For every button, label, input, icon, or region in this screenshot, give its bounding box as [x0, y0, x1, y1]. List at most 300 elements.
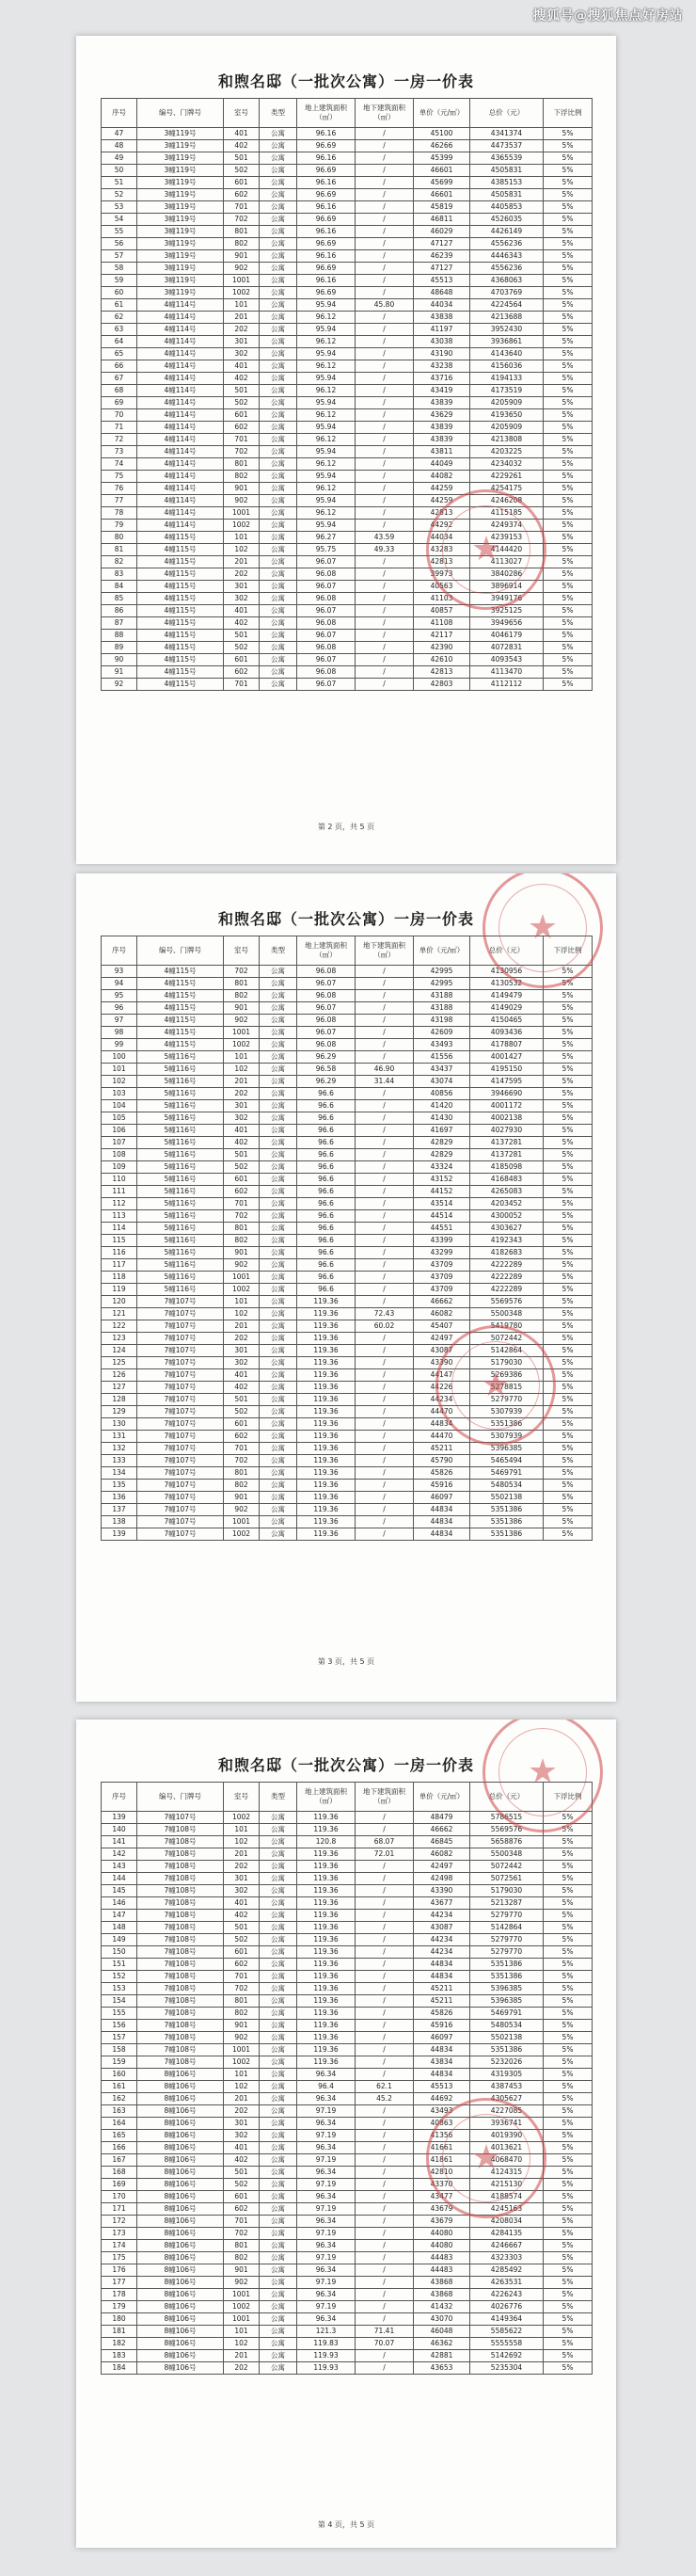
cell-seq-col: 158	[102, 2044, 137, 2056]
cell-discount-col: 5%	[544, 2338, 593, 2350]
cell-basement-col: /	[356, 165, 414, 177]
cell-unit-col: 8幢106号	[137, 2240, 224, 2252]
cell-price-col: 40857	[414, 605, 470, 617]
cell-area-col: 119.36	[297, 1504, 356, 1516]
cell-basement-col: /	[356, 679, 414, 691]
cell-type-col: 公寓	[260, 1186, 297, 1198]
cell-basement-col: /	[356, 250, 414, 263]
cell-basement-col: /	[356, 1369, 414, 1382]
cell-discount-col: 5%	[544, 409, 593, 422]
cell-total-col: 4222289	[470, 1272, 544, 1284]
cell-discount-col: 5%	[544, 1934, 593, 1946]
cell-room-col: 102	[224, 1308, 260, 1320]
page-title: 和煦名邸（一批次公寓）一房一价表	[217, 1756, 474, 1774]
cell-area-col: 96.16	[297, 250, 356, 263]
cell-type-col: 公寓	[260, 568, 297, 581]
table-row	[102, 666, 593, 679]
cell-price-col: 42390	[414, 642, 470, 654]
cell-room-col: 902	[224, 1259, 260, 1272]
cell-basement-col: /	[356, 1039, 414, 1051]
cell-room-col: 801	[224, 2240, 260, 2252]
cell-area-col: 119.36	[297, 1492, 356, 1504]
cell-total-col: 5351386	[470, 1971, 544, 1983]
cell-total-col: 5396385	[470, 1983, 544, 1995]
cell-room-col: 402	[224, 1137, 260, 1149]
cell-room-col: 901	[224, 1247, 260, 1259]
cell-unit-col: 4幢115号	[137, 1002, 224, 1015]
cell-seq-col: 63	[102, 324, 137, 336]
table-row	[102, 2338, 593, 2350]
cell-area-col: 96.07	[297, 556, 356, 568]
cell-area-col: 119.36	[297, 1910, 356, 1922]
cell-discount-col: 5%	[544, 1112, 593, 1125]
cell-area-col: 96.08	[297, 1015, 356, 1027]
table-row	[102, 630, 593, 642]
cell-seq-col: 47	[102, 128, 137, 140]
cell-area-col: 96.16	[297, 177, 356, 189]
cell-price-col: 42498	[414, 1873, 470, 1885]
table-row	[102, 1922, 593, 1934]
cell-seq-col: 134	[102, 1467, 137, 1480]
cell-unit-col: 8幢106号	[137, 2326, 224, 2338]
cell-total-col: 4203452	[470, 1198, 544, 1210]
cell-price-col: 45211	[414, 1983, 470, 1995]
cell-seq-col: 109	[102, 1161, 137, 1174]
cell-room-col: 301	[224, 1100, 260, 1112]
cell-area-col: 119.36	[297, 1959, 356, 1971]
cell-basement-col: /	[356, 1480, 414, 1492]
cell-area-col: 96.69	[297, 238, 356, 250]
cell-basement-col: /	[356, 2252, 414, 2264]
cell-total-col: 3896914	[470, 581, 544, 593]
column-header-area-col: 地上建筑面积（㎡）	[297, 936, 356, 966]
official-seal	[482, 873, 603, 988]
cell-area-col: 97.19	[297, 2105, 356, 2118]
cell-unit-col: 4幢114号	[137, 446, 224, 458]
cell-type-col: 公寓	[260, 1235, 297, 1247]
cell-area-col: 96.34	[297, 2216, 356, 2228]
cell-discount-col: 5%	[544, 1369, 593, 1382]
cell-discount-col: 5%	[544, 1946, 593, 1959]
table-row	[102, 1198, 593, 1210]
cell-unit-col: 4幢114号	[137, 495, 224, 507]
cell-area-col: 119.36	[297, 1443, 356, 1455]
cell-seq-col: 174	[102, 2240, 137, 2252]
cell-room-col: 301	[224, 1873, 260, 1885]
cell-total-col: 4227085	[470, 2105, 544, 2118]
cell-total-col: 5235304	[470, 2362, 544, 2375]
cell-unit-col: 8幢106号	[137, 2264, 224, 2277]
cell-type-col: 公寓	[260, 1284, 297, 1296]
cell-unit-col: 3幢119号	[137, 152, 224, 165]
cell-discount-col: 5%	[544, 2350, 593, 2362]
cell-area-col: 96.69	[297, 189, 356, 201]
cell-area-col: 96.6	[297, 1088, 356, 1100]
cell-price-col: 46097	[414, 1492, 470, 1504]
cell-type-col: 公寓	[260, 201, 297, 214]
cell-area-col: 119.36	[297, 1357, 356, 1369]
cell-area-col: 119.36	[297, 2020, 356, 2032]
cell-price-col: 46601	[414, 189, 470, 201]
cell-area-col: 96.29	[297, 1076, 356, 1088]
cell-room-col: 602	[224, 666, 260, 679]
cell-discount-col: 5%	[544, 1983, 593, 1995]
cell-room-col: 502	[224, 1161, 260, 1174]
cell-discount-col: 5%	[544, 679, 593, 691]
cell-room-col: 402	[224, 1910, 260, 1922]
cell-room-col: 101	[224, 1296, 260, 1308]
cell-total-col: 4284135	[470, 2228, 544, 2240]
cell-price-col: 44049	[414, 458, 470, 471]
table-row	[102, 1971, 593, 1983]
cell-type-col: 公寓	[260, 654, 297, 666]
cell-total-col: 4112112	[470, 679, 544, 691]
cell-area-col: 96.34	[297, 2264, 356, 2277]
cell-discount-col: 5%	[544, 1259, 593, 1272]
cell-price-col: 44551	[414, 1223, 470, 1235]
cell-type-col: 公寓	[260, 1812, 297, 1824]
cell-basement-col: /	[356, 1284, 414, 1296]
cell-total-col: 5585622	[470, 2326, 544, 2338]
cell-room-col: 202	[224, 324, 260, 336]
cell-unit-col: 8幢106号	[137, 2154, 224, 2167]
cell-total-col: 4205909	[470, 422, 544, 434]
cell-discount-col: 5%	[544, 458, 593, 471]
cell-area-col: 96.12	[297, 434, 356, 446]
cell-room-col: 701	[224, 1443, 260, 1455]
cell-seq-col: 156	[102, 2020, 137, 2032]
cell-price-col: 46845	[414, 1836, 470, 1848]
cell-discount-col: 5%	[544, 966, 593, 978]
cell-price-col: 48648	[414, 287, 470, 299]
cell-total-col: 4246667	[470, 2240, 544, 2252]
cell-area-col: 96.6	[297, 1198, 356, 1210]
cell-room-col: 802	[224, 990, 260, 1002]
cell-unit-col: 4幢114号	[137, 336, 224, 348]
cell-type-col: 公寓	[260, 2313, 297, 2326]
cell-discount-col: 5%	[544, 2362, 593, 2375]
cell-basement-col: /	[356, 1125, 414, 1137]
cell-area-col: 97.19	[297, 2301, 356, 2313]
cell-discount-col: 5%	[544, 568, 593, 581]
cell-unit-col: 3幢119号	[137, 201, 224, 214]
cell-seq-col: 169	[102, 2179, 137, 2191]
cell-seq-col: 155	[102, 2008, 137, 2020]
cell-unit-col: 5幢116号	[137, 1112, 224, 1125]
table-row	[102, 2350, 593, 2362]
cell-price-col: 44470	[414, 1431, 470, 1443]
page-title: 和煦名邸（一批次公寓）一房一价表	[217, 910, 474, 928]
cell-basement-col: /	[356, 605, 414, 617]
cell-seq-col: 143	[102, 1861, 137, 1873]
cell-basement-col: /	[356, 2154, 414, 2167]
cell-basement-col: /	[356, 1161, 414, 1174]
cell-seq-col: 76	[102, 483, 137, 495]
cell-type-col: 公寓	[260, 1995, 297, 2008]
table-row	[102, 2216, 593, 2228]
cell-type-col: 公寓	[260, 2252, 297, 2264]
cell-basement-col: /	[356, 1345, 414, 1357]
cell-total-col: 5278815	[470, 1382, 544, 1394]
cell-basement-col: /	[356, 1382, 414, 1394]
cell-area-col: 96.6	[297, 1272, 356, 1284]
cell-basement-col: /	[356, 397, 414, 409]
cell-basement-col: /	[356, 1861, 414, 1873]
cell-total-col: 4115185	[470, 507, 544, 520]
cell-seq-col: 115	[102, 1235, 137, 1247]
cell-discount-col: 5%	[544, 2020, 593, 2032]
cell-type-col: 公寓	[260, 1149, 297, 1161]
cell-type-col: 公寓	[260, 226, 297, 238]
cell-unit-col: 3幢119号	[137, 189, 224, 201]
cell-seq-col: 123	[102, 1333, 137, 1345]
cell-area-col: 119.36	[297, 1418, 356, 1431]
cell-seq-col: 79	[102, 520, 137, 532]
cell-basement-col: /	[356, 1504, 414, 1516]
cell-room-col: 101	[224, 1824, 260, 1836]
cell-total-col: 4263531	[470, 2277, 544, 2289]
cell-basement-col: /	[356, 238, 414, 250]
cell-area-col: 96.12	[297, 483, 356, 495]
cell-total-col: 4446343	[470, 250, 544, 263]
cell-discount-col: 5%	[544, 617, 593, 630]
cell-room-col: 1001	[224, 2313, 260, 2326]
cell-seq-col: 139	[102, 1812, 137, 1824]
table-row	[102, 2362, 593, 2375]
cell-area-col: 119.93	[297, 2350, 356, 2362]
cell-total-col: 4405853	[470, 201, 544, 214]
cell-total-col: 5307939	[470, 1431, 544, 1443]
cell-room-col: 402	[224, 2154, 260, 2167]
cell-room-col: 601	[224, 1174, 260, 1186]
column-header-total-col: 总价（元）	[470, 936, 544, 966]
cell-seq-col: 62	[102, 312, 137, 324]
cell-discount-col: 5%	[544, 2264, 593, 2277]
cell-total-col: 5072442	[470, 1861, 544, 1873]
cell-price-col: 43324	[414, 1161, 470, 1174]
cell-type-col: 公寓	[260, 336, 297, 348]
cell-room-col: 701	[224, 2216, 260, 2228]
cell-area-col: 95.94	[297, 348, 356, 360]
cell-room-col: 502	[224, 642, 260, 654]
cell-seq-col: 152	[102, 1971, 137, 1983]
column-header-price-col: 单价（元/㎡）	[414, 99, 470, 128]
cell-discount-col: 5%	[544, 654, 593, 666]
cell-seq-col: 97	[102, 1015, 137, 1027]
cell-total-col: 4323303	[470, 2252, 544, 2264]
cell-type-col: 公寓	[260, 165, 297, 177]
cell-seq-col: 170	[102, 2191, 137, 2203]
cell-unit-col: 4幢114号	[137, 409, 224, 422]
table-row	[102, 263, 593, 275]
cell-area-col: 96.08	[297, 990, 356, 1002]
cell-type-col: 公寓	[260, 679, 297, 691]
cell-area-col: 96.6	[297, 1100, 356, 1112]
cell-total-col: 4185098	[470, 1161, 544, 1174]
page-footer: 第 3 页，共 5 页	[317, 1657, 375, 1666]
document-page	[76, 1720, 616, 2548]
cell-basement-col: /	[356, 483, 414, 495]
cell-price-col: 42813	[414, 507, 470, 520]
cell-unit-col: 4幢115号	[137, 666, 224, 679]
cell-discount-col: 5%	[544, 275, 593, 287]
cell-unit-col: 5幢116号	[137, 1247, 224, 1259]
page-footer: 第 2 页，共 5 页	[317, 823, 375, 831]
table-row	[102, 1897, 593, 1910]
cell-area-col: 119.36	[297, 2032, 356, 2044]
cell-area-col: 95.94	[297, 422, 356, 434]
cell-discount-col: 5%	[544, 434, 593, 446]
cell-seq-col: 94	[102, 978, 137, 990]
cell-unit-col: 8幢106号	[137, 2289, 224, 2301]
cell-price-col: 42995	[414, 978, 470, 990]
cell-total-col: 5480534	[470, 1480, 544, 1492]
table-row	[102, 990, 593, 1002]
cell-unit-col: 5幢116号	[137, 1174, 224, 1186]
cell-area-col: 96.34	[297, 2118, 356, 2130]
cell-price-col: 46662	[414, 1296, 470, 1308]
cell-type-col: 公寓	[260, 238, 297, 250]
cell-total-col: 4556236	[470, 238, 544, 250]
cell-unit-col: 4幢115号	[137, 1027, 224, 1039]
cell-area-col: 96.12	[297, 336, 356, 348]
cell-room-col: 401	[224, 2142, 260, 2154]
table-row	[102, 1051, 593, 1064]
cell-type-col: 公寓	[260, 360, 297, 373]
cell-price-col: 44514	[414, 1210, 470, 1223]
cell-unit-col: 7幢108号	[137, 2020, 224, 2032]
cell-type-col: 公寓	[260, 1002, 297, 1015]
cell-unit-col: 7幢107号	[137, 1357, 224, 1369]
cell-room-col: 401	[224, 1369, 260, 1382]
cell-type-col: 公寓	[260, 2118, 297, 2130]
cell-room-col: 102	[224, 2081, 260, 2093]
cell-total-col: 4093543	[470, 654, 544, 666]
cell-area-col: 96.34	[297, 2167, 356, 2179]
cell-unit-col: 4幢115号	[137, 556, 224, 568]
cell-type-col: 公寓	[260, 581, 297, 593]
cell-price-col: 42813	[414, 556, 470, 568]
cell-area-col: 119.36	[297, 2008, 356, 2020]
cell-type-col: 公寓	[260, 140, 297, 152]
cell-area-col: 96.6	[297, 1161, 356, 1174]
cell-seq-col: 141	[102, 1836, 137, 1848]
table-row	[102, 1247, 593, 1259]
cell-discount-col: 5%	[544, 532, 593, 544]
cell-price-col: 43679	[414, 2203, 470, 2216]
cell-unit-col: 4幢115号	[137, 1015, 224, 1027]
cell-area-col: 119.36	[297, 1824, 356, 1836]
cell-seq-col: 64	[102, 336, 137, 348]
cell-price-col: 44034	[414, 532, 470, 544]
cell-price-col: 47127	[414, 263, 470, 275]
cell-unit-col: 7幢108号	[137, 1922, 224, 1934]
cell-type-col: 公寓	[260, 1259, 297, 1272]
cell-discount-col: 5%	[544, 2105, 593, 2118]
cell-type-col: 公寓	[260, 1357, 297, 1369]
cell-seq-col: 111	[102, 1186, 137, 1198]
column-header-seq-col: 序号	[102, 936, 137, 966]
cell-price-col: 41108	[414, 617, 470, 630]
cell-seq-col: 138	[102, 1516, 137, 1528]
table-row	[102, 2326, 593, 2338]
cell-seq-col: 146	[102, 1897, 137, 1910]
cell-seq-col: 133	[102, 1455, 137, 1467]
cell-area-col: 96.07	[297, 581, 356, 593]
cell-price-col: 48479	[414, 1812, 470, 1824]
cell-room-col: 702	[224, 214, 260, 226]
cell-discount-col: 5%	[544, 1382, 593, 1394]
cell-price-col: 43839	[414, 422, 470, 434]
cell-seq-col: 59	[102, 275, 137, 287]
cell-price-col: 45100	[414, 128, 470, 140]
cell-price-col: 45790	[414, 1455, 470, 1467]
cell-seq-col: 83	[102, 568, 137, 581]
cell-discount-col: 5%	[544, 1959, 593, 1971]
cell-basement-col: /	[356, 348, 414, 360]
cell-total-col: 4124315	[470, 2167, 544, 2179]
cell-room-col: 501	[224, 1394, 260, 1406]
cell-unit-col: 4幢114号	[137, 483, 224, 495]
cell-room-col: 301	[224, 1345, 260, 1357]
cell-total-col: 4224564	[470, 299, 544, 312]
cell-basement-col: /	[356, 1431, 414, 1443]
cell-seq-col: 90	[102, 654, 137, 666]
cell-discount-col: 5%	[544, 1897, 593, 1910]
cell-type-col: 公寓	[260, 2069, 297, 2081]
cell-unit-col: 5幢116号	[137, 1076, 224, 1088]
cell-total-col: 3949176	[470, 593, 544, 605]
cell-price-col: 41430	[414, 1112, 470, 1125]
table-row	[102, 2313, 593, 2326]
cell-unit-col: 4幢114号	[137, 507, 224, 520]
cell-basement-col: /	[356, 1995, 414, 2008]
cell-type-col: 公寓	[260, 1247, 297, 1259]
cell-basement-col: /	[356, 263, 414, 275]
cell-discount-col: 5%	[544, 556, 593, 568]
cell-discount-col: 5%	[544, 2252, 593, 2264]
cell-total-col: 4068470	[470, 2154, 544, 2167]
cell-area-col: 96.08	[297, 568, 356, 581]
cell-discount-col: 5%	[544, 1504, 593, 1516]
cell-room-col: 301	[224, 581, 260, 593]
cell-room-col: 402	[224, 617, 260, 630]
cell-total-col: 5469791	[470, 2008, 544, 2020]
cell-unit-col: 3幢119号	[137, 165, 224, 177]
cell-basement-col: /	[356, 409, 414, 422]
cell-basement-col: /	[356, 593, 414, 605]
cell-room-col: 201	[224, 556, 260, 568]
cell-seq-col: 177	[102, 2277, 137, 2289]
cell-seq-col: 183	[102, 2350, 137, 2362]
cell-type-col: 公寓	[260, 287, 297, 299]
cell-type-col: 公寓	[260, 630, 297, 642]
table-row	[102, 1039, 593, 1051]
cell-seq-col: 103	[102, 1088, 137, 1100]
cell-basement-col: 45.2	[356, 2093, 414, 2105]
cell-price-col: 43399	[414, 1235, 470, 1247]
cell-basement-col: /	[356, 1492, 414, 1504]
cell-unit-col: 7幢107号	[137, 1418, 224, 1431]
cell-unit-col: 4幢114号	[137, 397, 224, 409]
cell-total-col: 5555558	[470, 2338, 544, 2350]
cell-discount-col: 5%	[544, 1247, 593, 1259]
cell-total-col: 4473537	[470, 140, 544, 152]
cell-room-col: 201	[224, 1848, 260, 1861]
cell-area-col: 119.36	[297, 1971, 356, 1983]
cell-discount-col: 5%	[544, 1174, 593, 1186]
cell-unit-col: 5幢116号	[137, 1223, 224, 1235]
